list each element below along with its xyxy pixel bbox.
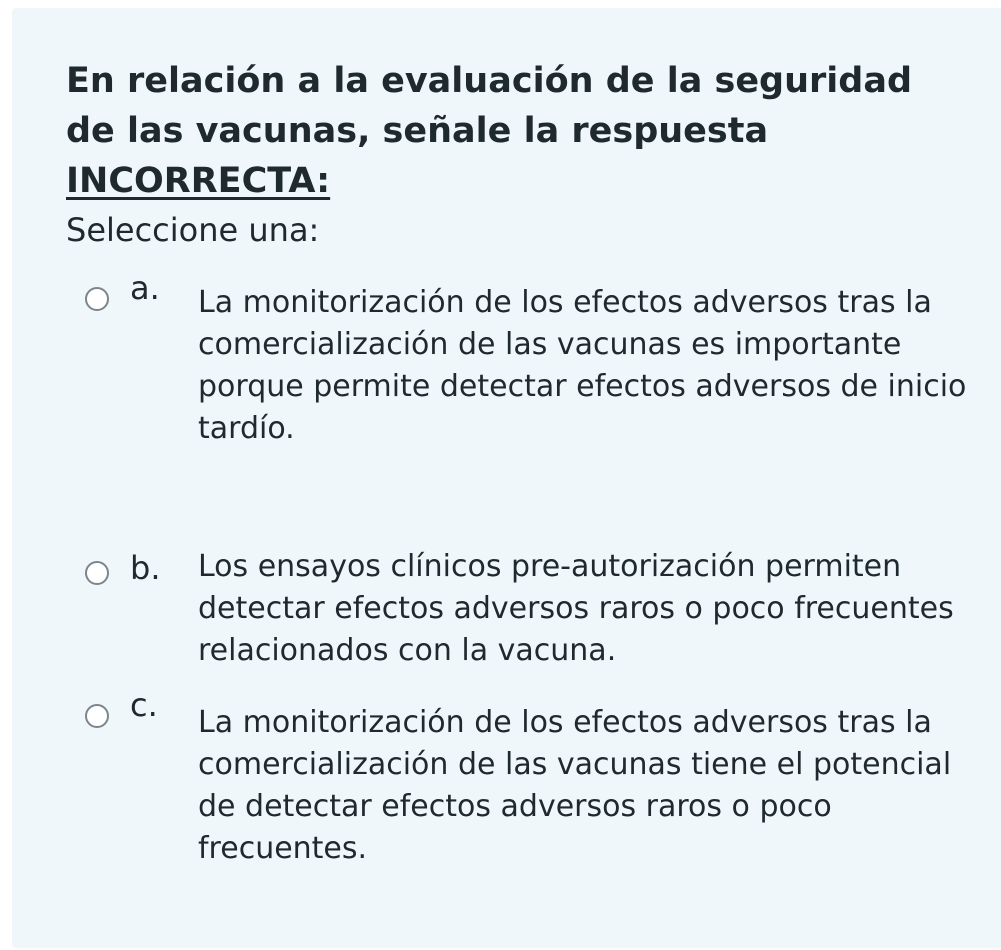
radio-button-c[interactable] (85, 704, 109, 728)
radio-button-b[interactable] (85, 561, 109, 585)
select-one-prompt: Seleccione una: (66, 211, 320, 249)
option-text-c[interactable]: La monitorización de los efectos adversos tras la comercialización de las vacunas tiene el potencial de detectar efectos adversos raros o poco frecuentes. (198, 705, 952, 866)
question-card (12, 8, 1001, 948)
question-text (66, 56, 966, 206)
option-text-b[interactable]: Los ensayos clínicos pre-autorización permiten detectar efectos adversos raros o poco frecuentes relacionados con la vacuna. (198, 549, 954, 668)
radio-button-a[interactable] (85, 287, 109, 311)
option-letter-b: b. (130, 549, 161, 587)
option-letter-a: a. (130, 269, 160, 307)
question-emphasis: INCORRECTA: (66, 161, 331, 201)
option-text-a[interactable]: La monitorización de los efectos adversos tras la comercialización de las vacunas es importante porque permite detectar efectos adversos de inicio tardío. (198, 285, 967, 446)
option-letter-c: c. (130, 686, 158, 724)
question-text-main: En relación a la evaluación de la seguridad de las vacunas, señale la respuesta (66, 61, 913, 151)
